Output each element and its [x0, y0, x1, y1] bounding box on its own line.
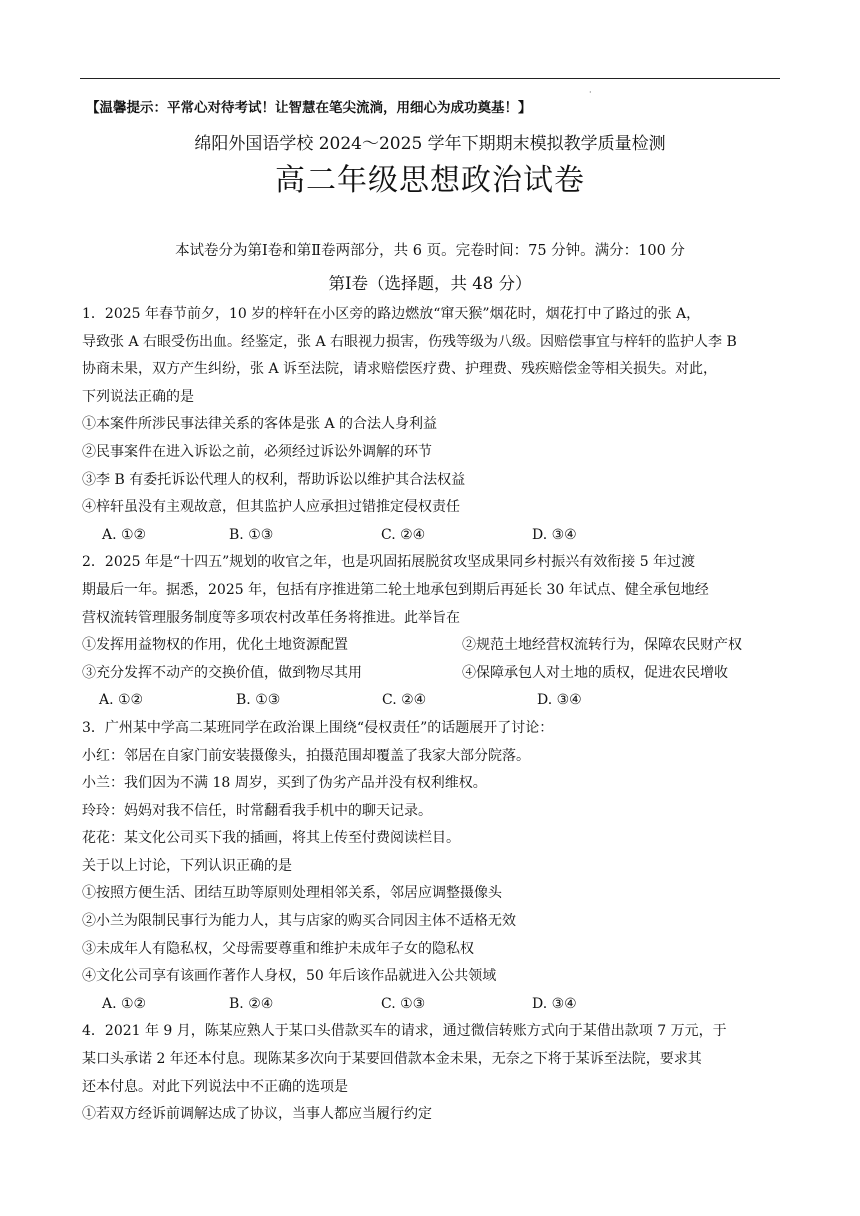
q2-option-b: B. ①③ [236, 692, 281, 709]
q2-stem-line: 期最后一年。据悉，2025 年，包括有序推进第二轮土地承包到期后再延长 30 年试点、健全承包地经 [82, 581, 709, 598]
q1-statement: ③李 B 有委托诉讼代理人的权利，帮助诉讼以维护其合法权益 [82, 471, 466, 488]
q2-option-a: A. ①② [99, 692, 144, 709]
q1-statement: ②民事案件在进入诉讼之前，必须经过诉讼外调解的环节 [82, 443, 432, 460]
q1-stem-line: 下列说法正确的是 [82, 388, 194, 405]
q2-statement: ④保障承包人对土地的质权，促进农民增收 [462, 664, 728, 681]
q3-stem-line: 小兰：我们因为不满 18 周岁，买到了伪劣产品并没有权利维权。 [82, 775, 487, 792]
q3-stem-line: 3．广州某中学高二某班同学在政治课上围绕“侵权责任”的话题展开了讨论： [82, 719, 554, 736]
q2-option-c: C. ②④ [382, 692, 427, 709]
q1-stem-line: 1．2025 年春节前夕，10 岁的梓轩在小区旁的路边燃放“窜天猴”烟花时，烟花打中了路过的张 A， [82, 306, 701, 322]
q2-statement: ②规范土地经营权流转行为，保障农民财产权 [462, 637, 742, 654]
exam-intro: 本试卷分为第Ⅰ卷和第Ⅱ卷两部分，共 6 页。完卷时间：75 分钟。满分：100 分 [175, 243, 685, 259]
q2-option-d: D. ③④ [537, 692, 582, 709]
q2-statement: ①发挥用益物权的作用，优化土地资源配置 [82, 637, 348, 654]
q1-stem-line: 协商未果，双方产生纠纷，张 A 诉至法院，请求赔偿医疗费、护理费、残疾赔偿金等相关损失。对此， [82, 361, 718, 378]
q2-options [82, 687, 792, 715]
q1-option-c: C. ②④ [381, 526, 426, 543]
q1-option-a: A. ①② [102, 526, 147, 543]
q3-stem-line: 关于以上讨论，下列认识正确的是 [82, 857, 292, 874]
q1-stem-line: 导致张 A 右眼受伤出血。经鉴定，张 A 右眼视力损害，伤残等级为八级。因赔偿事宜与梓轩的监护人李 B [82, 333, 737, 350]
q4-statement: ①若双方经诉前调解达成了协议，当事人都应当履行约定 [82, 1106, 432, 1123]
q3-option-b: B. ②④ [229, 995, 274, 1012]
q2-statement-row [82, 632, 792, 660]
q4-stem-line: 4．2021 年 9 月，陈某应熟人于某口头借款买车的请求，通过微信转账方式向于某借出款项 7 万元，于 [82, 1023, 727, 1040]
q1-option-d: D. ③④ [532, 526, 577, 543]
stray-dot: · [589, 88, 592, 97]
section-heading: 第Ⅰ卷（选择题，共 48 分） [328, 274, 532, 293]
header-rule [80, 78, 780, 79]
q3-statement: ③未成年人有隐私权，父母需要尊重和维护未成年子女的隐私权 [82, 940, 474, 957]
q3-stem-line: 小红：邻居在自家门前安装摄像头，拍摄范围却覆盖了我家大部分院落。 [82, 747, 530, 764]
warm-tip: 【温馨提示：平常心对待考试！让智慧在笔尖流淌，用细心为成功奠基！】 [86, 100, 532, 116]
q1-options [82, 522, 792, 550]
q3-stem-line: 玲玲：妈妈对我不信任，时常翻看我手机中的聊天记录。 [82, 802, 432, 819]
q2-statement-row [82, 660, 792, 688]
page-title: 高二年级思想政治试卷 [275, 163, 585, 198]
q3-option-a: A. ①② [102, 995, 147, 1012]
question-body [82, 301, 792, 1129]
q3-stem-line: 花花：某文化公司买下我的插画，将其上传至付费阅读栏目。 [82, 830, 460, 847]
q3-option-c: C. ①③ [381, 995, 426, 1012]
q3-statement: ②小兰为限制民事行为能力人，其与店家的购买合同因主体不适格无效 [82, 913, 516, 930]
q2-stem-line: 营权流转管理服务制度等多项农村改革任务将推进。此举旨在 [82, 609, 460, 626]
q3-options [82, 991, 792, 1019]
q3-statement: ④文化公司享有该画作著作人身权，50 年后该作品就进入公共领域 [82, 968, 497, 985]
q2-statement: ③充分发挥不动产的交换价值，做到物尽其用 [82, 664, 362, 681]
q1-statement: ④梓轩虽没有主观故意，但其监护人应承担过错推定侵权责任 [82, 499, 460, 516]
q1-statement: ①本案件所涉民事法律关系的客体是张 A 的合法人身利益 [82, 416, 438, 433]
q4-stem-line: 还本付息。对此下列说法中不正确的选项是 [82, 1078, 348, 1095]
q4-stem-line: 某口头承诺 2 年还本付息。现陈某多次向于某要回借款本金未果，无奈之下将于某诉至法院，要求其 [82, 1051, 702, 1068]
q1-option-b: B. ①③ [229, 526, 274, 543]
q2-stem-line: 2．2025 年是“十四五”规划的收官之年，也是巩固拓展脱贫攻坚成果同乡村振兴有效衔接 5 年过渡 [82, 554, 696, 571]
school-exam-line: 绵阳外国语学校 2024～2025 学年下期期末模拟教学质量检测 [194, 134, 666, 154]
q3-statement: ①按照方便生活、团结互助等原则处理相邻关系，邻居应调整摄像头 [82, 885, 502, 902]
q3-option-d: D. ③④ [532, 995, 577, 1012]
